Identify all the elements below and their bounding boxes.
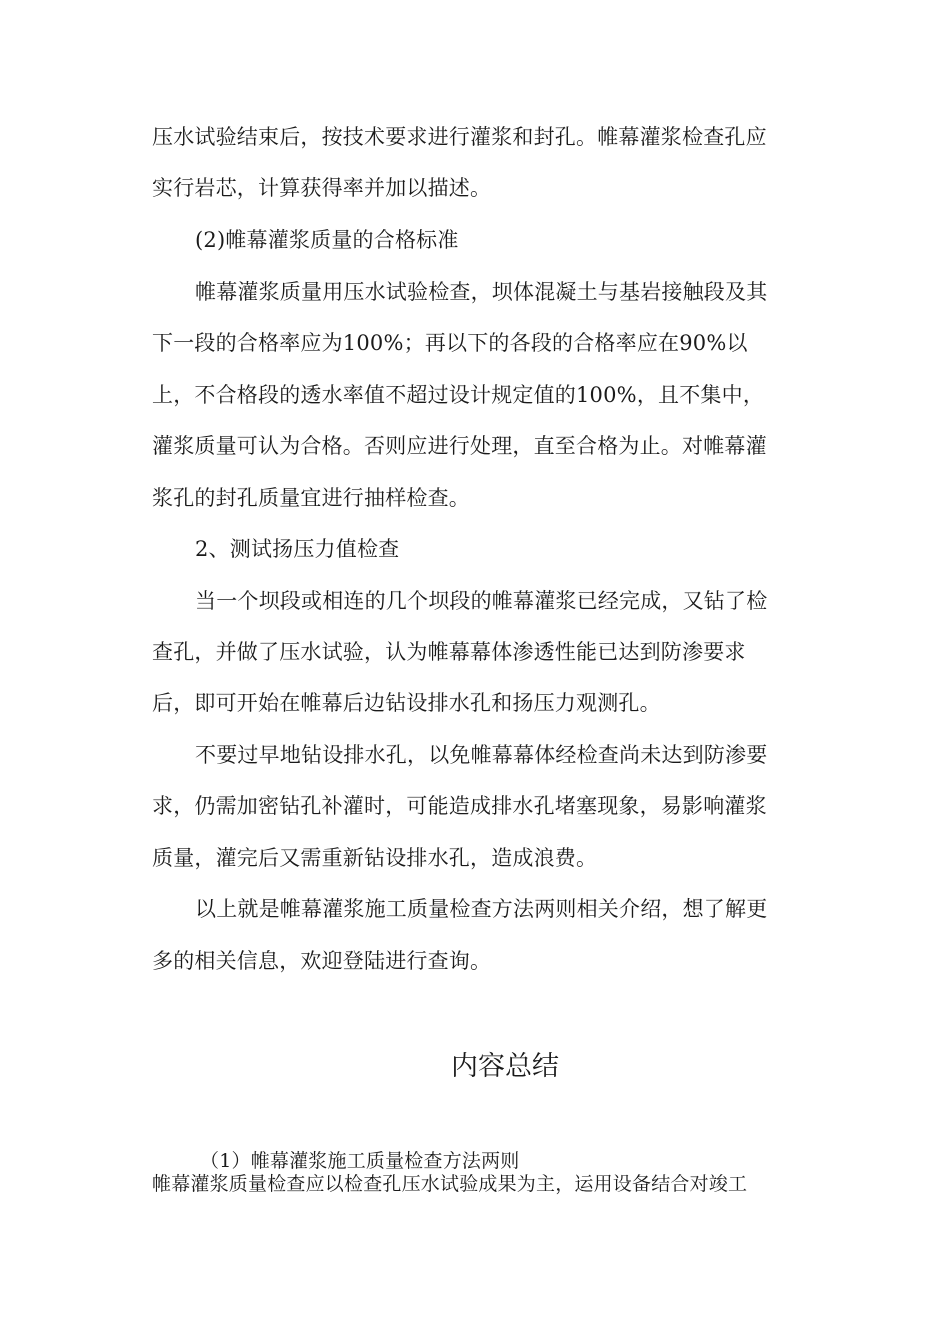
body-line: 上，不合格段的透水率值不超过设计规定值的100%，且不集中，	[152, 383, 765, 407]
body-line: 实行岩芯，计算获得率并加以描述。	[152, 176, 492, 200]
body-line: 不要过早地钻设排水孔，以免帷幕幕体经检查尚未达到防渗要	[195, 743, 768, 767]
body-line: 压水试验结束后，按技术要求进行灌浆和封孔。帷幕灌浆检查孔应	[152, 125, 767, 149]
summary-item-title: （1）帷幕灌浆施工质量检查方法两则	[200, 1150, 520, 1172]
body-line: 以上就是帷幕灌浆施工质量检查方法两则相关介绍，想了解更	[195, 897, 768, 921]
body-line: 质量，灌完后又需重新钻设排水孔，造成浪费。	[152, 846, 598, 870]
section-subheading: (2)帷幕灌浆质量的合格标准	[195, 228, 459, 252]
body-line: 后，即可开始在帷幕后边钻设排水孔和扬压力观测孔。	[152, 691, 661, 715]
body-line: 当一个坝段或相连的几个坝段的帷幕灌浆已经完成，又钻了检	[195, 589, 768, 613]
section-subheading: 2、测试扬压力值检查	[195, 537, 400, 561]
body-line: 查孔，并做了压水试验，认为帷幕幕体渗透性能已达到防渗要求	[152, 640, 746, 664]
body-line: 下一段的合格率应为100%；再以下的各段的合格率应在90%以	[152, 331, 748, 355]
body-line: 求，仍需加密钻孔补灌时，可能造成排水孔堵塞现象，易影响灌浆	[152, 794, 767, 818]
body-line: 多的相关信息，欢迎登陆进行查询。	[152, 949, 492, 973]
body-line: 帷幕灌浆质量用压水试验检查，坝体混凝土与基岩接触段及其	[195, 280, 768, 304]
summary-item-text: 帷幕灌浆质量检查应以检查孔压水试验成果为主，运用设备结合对竣工	[152, 1173, 748, 1195]
body-line: 浆孔的封孔质量宜进行抽样检查。	[152, 486, 470, 510]
summary-heading: 内容总结	[451, 1051, 559, 1082]
body-line: 灌浆质量可认为合格。否则应进行处理，直至合格为止。对帷幕灌	[152, 434, 767, 458]
